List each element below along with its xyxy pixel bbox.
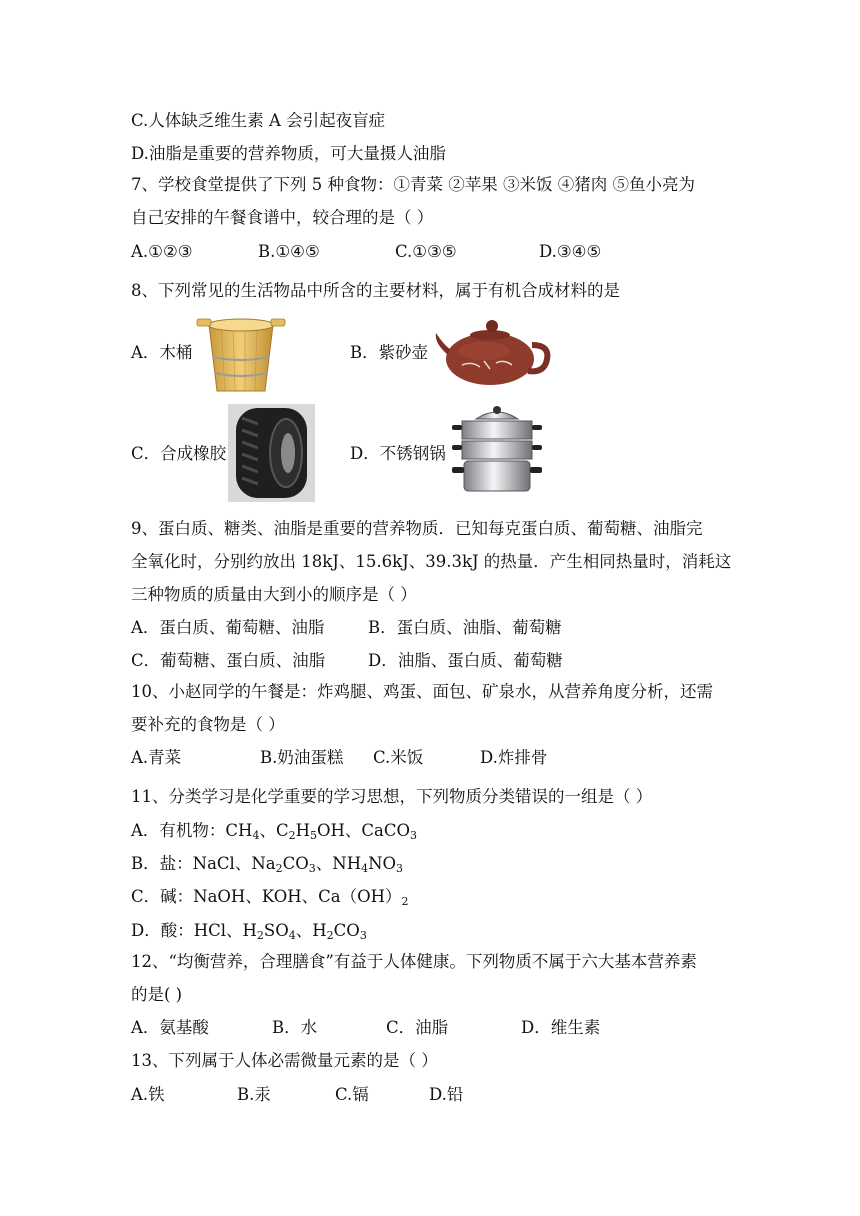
q11-option-d: D．酸：HCl、$H_2SO_4$、$H_2CO_3$ — [131, 921, 367, 942]
q13-options — [131, 1084, 731, 1106]
q7-option-a: A.①②③ — [131, 242, 193, 261]
q12-option-b: B．水 — [272, 1018, 318, 1037]
q6-option-d: D.油脂是重要的营养物质，可大量摄人油脂 — [131, 144, 446, 163]
q9-options-row2 — [131, 650, 731, 672]
q9-stem-line1: 9、蛋白质、糖类、油脂是重要的营养物质．已知每克蛋白质、葡萄糖、油脂完 — [131, 519, 703, 538]
q10-stem-line2: 要补充的食物是（ ） — [131, 715, 285, 734]
q7-stem-line1: 7、学校食堂提供了下列 5 种食物：①青菜 ②苹果 ③米饭 ④猪肉 ⑤鱼小亮为 — [131, 175, 695, 194]
q9-option-a: A．蛋白质、葡萄糖、油脂 — [131, 618, 325, 637]
q10-option-c: C.米饭 — [373, 748, 424, 767]
q11-stem: 11、分类学习是化学重要的学习思想，下列物质分类错误的一组是（ ） — [131, 787, 653, 806]
q13-option-c: C.镉 — [335, 1085, 369, 1104]
q12-option-c: C．油脂 — [386, 1018, 449, 1037]
q12-options — [131, 1017, 731, 1039]
rubber-tire-image — [228, 404, 315, 502]
q6-option-c: C.人体缺乏维生素 A 会引起夜盲症 — [131, 111, 386, 130]
q13-option-a: A.铁 — [131, 1085, 165, 1104]
q10-option-b: B.奶油蛋糕 — [260, 748, 344, 767]
q13-stem: 13、下列属于人体必需微量元素的是（ ） — [131, 1051, 438, 1070]
q8-option-a: A．木桶 — [131, 343, 193, 362]
q7-option-c: C.①③⑤ — [395, 242, 457, 261]
q9-option-c: C．葡萄糖、蛋白质、油脂 — [131, 651, 326, 670]
q7-option-b: B.①④⑤ — [258, 242, 320, 261]
q12-option-d: D．维生素 — [521, 1018, 601, 1037]
q7-option-d: D.③④⑤ — [539, 242, 602, 261]
q11-option-c: C．碱：NaOH、KOH、$Ca(OH)_2$ — [131, 887, 409, 908]
wooden-bucket-image — [195, 313, 287, 395]
q8-stem: 8、下列常见的生活物品中所含的主要材料，属于有机合成材料的是 — [131, 281, 620, 300]
q12-option-a: A．氨基酸 — [131, 1018, 209, 1037]
q8-option-b: B．紫砂壶 — [350, 343, 429, 362]
q9-stem-line3: 三种物质的质量由大到小的顺序是（ ） — [131, 585, 417, 604]
q11-option-a: A．有机物：$CH_4$、$C_2H_5OH$、CaCO$_3$ — [131, 821, 417, 842]
q8-option-d: D．不锈钢锅 — [350, 444, 446, 463]
steel-steamer-pot-image — [450, 405, 544, 497]
q10-option-d: D.炸排骨 — [480, 748, 548, 767]
q8-option-c: C．合成橡胶 — [131, 444, 227, 463]
q11-option-b: B．盐：NaCl、$Na_2CO_3$、$NH_4NO_3$ — [131, 854, 404, 875]
q10-stem-line1: 10、小赵同学的午餐是：炸鸡腿、鸡蛋、面包、矿泉水，从营养角度分析，还需 — [131, 682, 713, 701]
q10-options — [131, 747, 731, 769]
q13-option-d: D.铅 — [429, 1085, 464, 1104]
q7-stem-line2: 自己安排的午餐食谱中，较合理的是（ ） — [131, 208, 434, 227]
q7-options — [131, 241, 731, 263]
q10-option-a: A.青菜 — [131, 748, 182, 767]
q9-option-d: D．油脂、蛋白质、葡萄糖 — [368, 651, 563, 670]
q9-options-row1 — [131, 617, 731, 639]
q12-stem-line2: 的是( ) — [131, 985, 183, 1004]
q9-stem-line2: 全氧化时，分别约放出 18kJ、15.6kJ、39.3kJ 的热量．产生相同热量时，消耗这 — [131, 552, 732, 571]
q12-stem-line1: 12、“均衡营养，合理膳食”有益于人体健康。下列物质不属于六大基本营养素 — [131, 952, 697, 971]
q13-option-b: B.汞 — [237, 1085, 271, 1104]
clay-teapot-image — [432, 315, 552, 389]
q9-option-b: B．蛋白质、油脂、葡萄糖 — [368, 618, 562, 637]
